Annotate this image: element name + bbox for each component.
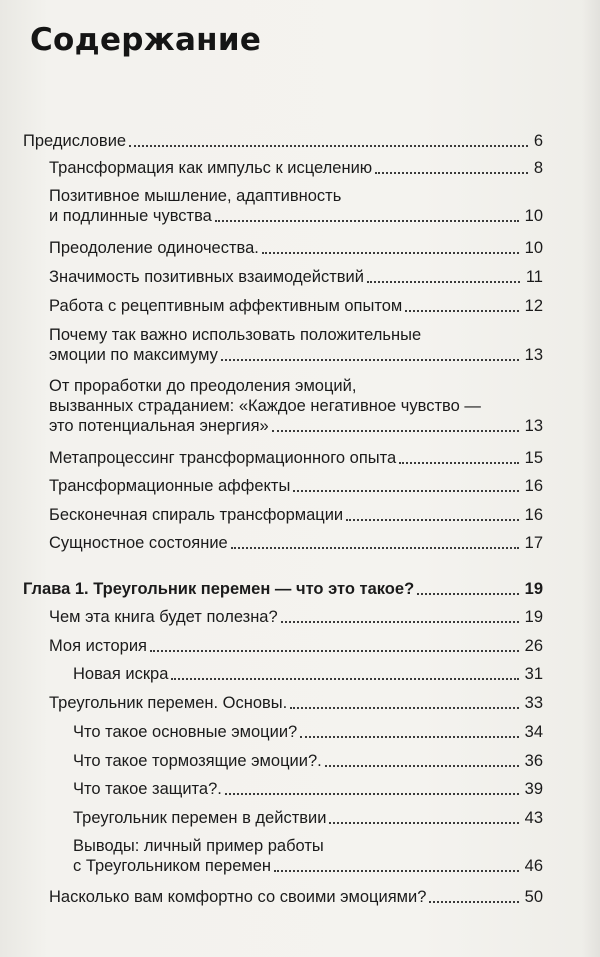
- toc-entry[interactable]: [73, 808, 543, 828]
- toc-entry-title-line: Выводы: личный пример работы: [73, 837, 324, 855]
- toc-page-number: 13: [524, 417, 543, 435]
- toc-page-number: 16: [524, 477, 543, 495]
- toc-entry-title: Треугольник перемен. Основы.: [49, 694, 288, 712]
- toc-page-number: 33: [524, 694, 543, 712]
- toc-entry-title: с Треугольником перемен: [73, 857, 272, 875]
- toc-page-number: 8: [533, 159, 543, 177]
- toc-entry-title: Новая искра: [73, 665, 169, 683]
- toc-entry[interactable]: [49, 887, 543, 907]
- leader-dots: [262, 252, 519, 254]
- toc-page-number: 10: [524, 207, 543, 225]
- toc-entry[interactable]: [73, 664, 543, 684]
- toc-page-number: 17: [524, 534, 543, 552]
- toc-entry-title: Сущностное состояние: [49, 534, 228, 552]
- leader-dots: [272, 430, 519, 432]
- leader-dots: [346, 519, 518, 521]
- toc-entry-title: Метапроцессинг трансформационного опыта: [49, 449, 397, 467]
- toc-entry[interactable]: [49, 448, 543, 468]
- toc-entry[interactable]: [49, 636, 543, 656]
- leader-dots: [417, 593, 518, 595]
- leader-dots: [329, 822, 518, 824]
- page-edge-shadow: [582, 0, 600, 957]
- toc-entry[interactable]: [73, 836, 543, 876]
- toc-entry-title: Трансформация как импульс к исцелению: [49, 159, 373, 177]
- toc-entry[interactable]: [73, 751, 543, 771]
- toc-page-number: 15: [524, 449, 543, 467]
- leader-dots: [405, 310, 518, 312]
- toc-entry-title: Насколько вам комфортно со своими эмоциями?: [49, 888, 427, 906]
- leader-dots: [225, 793, 519, 795]
- leader-dots: [429, 901, 518, 903]
- leader-dots: [375, 172, 528, 174]
- page-title: Содержание: [30, 22, 262, 58]
- toc-entry-title: Значимость позитивных взаимодействий: [49, 268, 364, 286]
- toc-entry[interactable]: [49, 476, 543, 496]
- toc-entry-title: эмоции по максимуму: [49, 346, 218, 364]
- toc-chapter-title: Глава 1. Треугольник перемен — что это такое?: [23, 580, 415, 598]
- toc-entry-title-line: Почему так важно использовать положительные: [49, 326, 422, 344]
- toc-entry-title: Что такое основные эмоции?: [73, 723, 298, 741]
- toc-entry-title: это потенциальная энергия»: [49, 417, 269, 435]
- leader-dots: [325, 765, 519, 767]
- toc-page-number: 26: [524, 637, 543, 655]
- leader-dots: [290, 707, 518, 709]
- toc-entry[interactable]: [49, 693, 543, 713]
- leader-dots: [399, 462, 518, 464]
- toc-entry-preface[interactable]: [23, 131, 543, 151]
- toc-page-number: 12: [524, 297, 543, 315]
- leader-dots: [171, 678, 518, 680]
- toc-entry-title: Что такое защита?.: [73, 780, 222, 798]
- toc-entry[interactable]: [49, 267, 543, 287]
- leader-dots: [150, 650, 519, 652]
- toc-entry-title: Предисловие: [23, 132, 127, 150]
- toc-page-number: 16: [524, 506, 543, 524]
- toc-entry[interactable]: [49, 186, 543, 226]
- toc-entry-chapter-1[interactable]: [23, 579, 543, 599]
- toc-entry-title: Моя история: [49, 637, 147, 655]
- leader-dots: [221, 359, 519, 361]
- toc-entry[interactable]: [49, 238, 543, 258]
- toc-page-number: 39: [524, 780, 543, 798]
- toc-entry[interactable]: [49, 325, 543, 365]
- toc-page-number: 34: [524, 723, 543, 741]
- toc-entry-title: Чем эта книга будет полезна?: [49, 608, 278, 626]
- toc-entry[interactable]: [49, 158, 543, 178]
- toc-entry-title-line: От проработки до преодоления эмоций,: [49, 377, 357, 395]
- toc-page-number: 43: [524, 809, 543, 827]
- toc-entry[interactable]: [49, 296, 543, 316]
- toc-entry[interactable]: [49, 607, 543, 627]
- leader-dots: [293, 490, 518, 492]
- leader-dots: [274, 870, 519, 872]
- toc-entry-title: Что такое тормозящие эмоции?.: [73, 752, 322, 770]
- toc-entry[interactable]: [49, 505, 543, 525]
- leader-dots: [129, 145, 528, 147]
- toc-page-number: 36: [524, 752, 543, 770]
- leader-dots: [367, 281, 520, 283]
- toc-entry[interactable]: [73, 722, 543, 742]
- leader-dots: [215, 220, 519, 222]
- toc-entry-title-line: Позитивное мышление, адаптивность: [49, 187, 342, 205]
- toc-entry-title: Треугольник перемен в действии: [73, 809, 327, 827]
- toc-entry-title-line: вызванных страданием: «Каждое негативное чувство —: [49, 397, 481, 415]
- toc-page-number: 46: [524, 857, 543, 875]
- toc-entry-title: Преодоление одиночества.: [49, 239, 259, 257]
- leader-dots: [231, 547, 519, 549]
- toc-entry[interactable]: [49, 533, 543, 553]
- leader-dots: [281, 621, 519, 623]
- toc-page-number: 19: [524, 580, 543, 598]
- toc-page-number: 50: [524, 888, 543, 906]
- toc-entry[interactable]: [73, 779, 543, 799]
- toc-page-number: 6: [533, 132, 543, 150]
- toc-page-number: 11: [525, 268, 543, 286]
- toc-entry-title: и подлинные чувства: [49, 207, 212, 225]
- toc-entry-title: Работа с рецептивным аффективным опытом: [49, 297, 403, 315]
- toc-page-number: 10: [524, 239, 543, 257]
- toc-page-number: 13: [524, 346, 543, 364]
- toc-entry-title: Трансформационные аффекты: [49, 477, 291, 495]
- toc-page-number: 19: [524, 608, 543, 626]
- toc-entry[interactable]: [49, 376, 543, 436]
- toc-entry-title: Бесконечная спираль трансформации: [49, 506, 344, 524]
- leader-dots: [300, 736, 518, 738]
- toc-page-number: 31: [524, 665, 543, 683]
